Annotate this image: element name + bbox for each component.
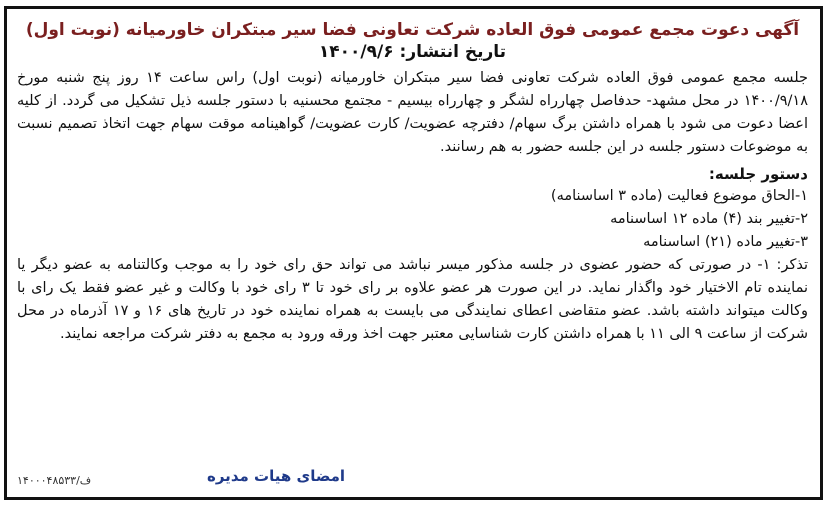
agenda-title: دستور جلسه: (708, 165, 808, 183)
agenda-item: ۲-تغییر بند (۴) ماده ۱۲ اساسنامه (610, 211, 808, 227)
notice-code: ۱۴۰۰۰۴۸۵۳۳/ف (17, 474, 92, 487)
notice-title: آگهی دعوت مجمع عمومی فوق العاده شرکت تعاونی فضا سیر مبتکران خاورمیانه (نوبت اول) (25, 20, 800, 40)
agenda-item: ۳-تغییر ماده (۲۱) اساسنامه (643, 234, 808, 250)
note-paragraph: تذکر: ۱- در صورتی که حضور عضوی در جلسه مذکور میسر نباشد می تواند حق رای خود را به موجب وکالتنامه به عضو دیگر یا نماینده تام الاختیار خود واگذار نماید. در این صورت هر عضو علاوه بر رای خود تا ۳ رای خود با وکالت و غیر عضو فقط یک رای با وکالت میتواند داشته باشد. عضو متقاضی اعطای نمایندگی می بایست به همراه نماینده خود در تاریخ های ۱۶ و ۱۷ آذرماه در محل شرکت از ساعت ۹ الی ۱۱ با همراه داشتن کارت شناسایی معتبر جهت اخذ ورقه ورود به مجمع به دفتر شرکت مراجعه نمایند. (17, 257, 808, 342)
board-signature: امضای هیات مدیره (207, 467, 346, 485)
notice-frame (4, 6, 823, 500)
notice-body (17, 19, 808, 489)
agenda-item: ۱-الحاق موضوع فعالیت (ماده ۳ اساسنامه) (550, 188, 808, 204)
intro-paragraph: جلسه مجمع عمومی فوق العاده شرکت تعاونی فضا سیر مبتکران خاورمیانه (نوبت اول) راس ساعت ۱۴ روز پنج شنبه مورخ ۱۴۰۰/۹/۱۸ در محل مشهد- حدفاصل چهارراه لشگر و چهارراه بیسیم - مجتمع محسنیه با دستور جلسه ذیل تشکیل می گردد. از کلیه اعضا دعوت می شود با همراه داشتن برگ سهام/ دفترچه عضویت/ کارت عضویت/ گواهینامه موقت سهام جهت اتخاذ تصمیم نسبت به موضوعات دستور جلسه در این جلسه حضور به هم رسانند. (17, 70, 808, 155)
publish-date: تاریخ انتشار: ۱۴۰۰/۹/۶ (318, 42, 507, 62)
notice-footer (17, 463, 808, 487)
